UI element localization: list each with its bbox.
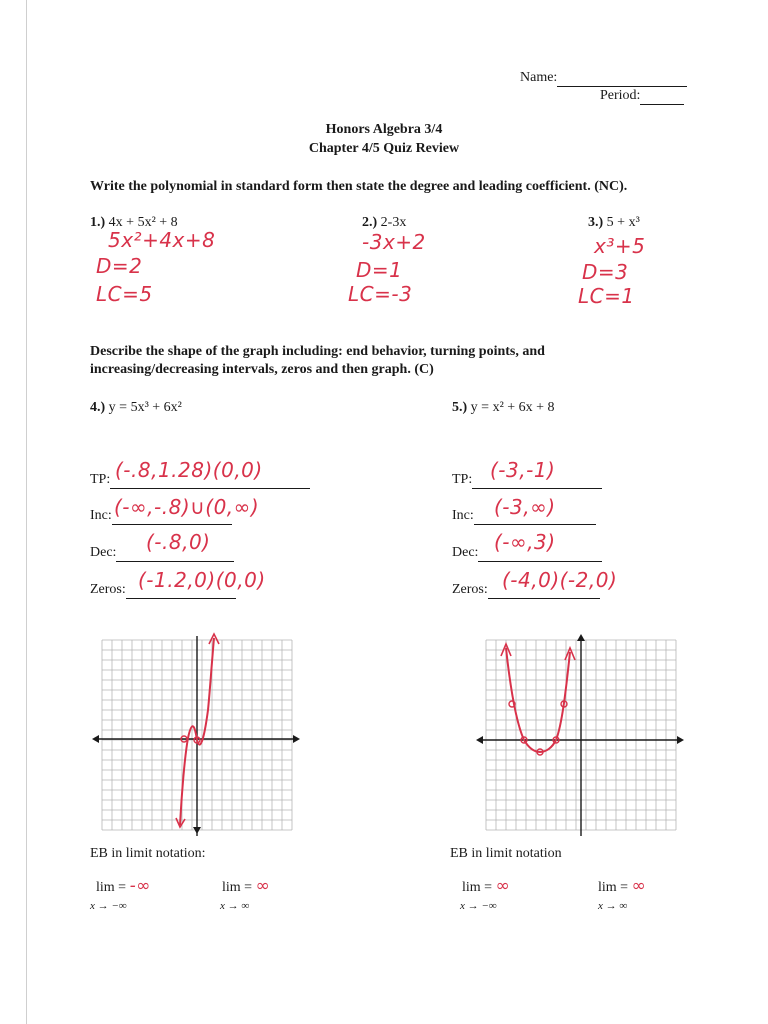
lim-label: lim =	[96, 880, 127, 895]
problem-4-inc-answer: (-∞,-.8)∪(0,∞)	[114, 495, 260, 519]
name-blank	[557, 70, 687, 87]
problem-5-x-right: x → ∞	[598, 900, 628, 912]
name-label: Name:	[520, 70, 558, 85]
problem-4-prompt	[90, 400, 182, 416]
problem-1-answer: 5x²+4x+8	[108, 228, 216, 252]
x-axis-left-arrow	[92, 735, 99, 743]
problem-4-x-left: x → −∞	[90, 900, 127, 912]
problem-4-graph	[92, 630, 302, 840]
period-blank	[640, 88, 684, 105]
problem-expression: 2-3x	[380, 215, 407, 230]
section2-instructions: Describe the shape of the graph including: end behavior, turning points, and increasing/decreasing intervals, zeros and then graph. (C)	[90, 344, 545, 377]
problem-number: 1.)	[90, 215, 106, 230]
x-axis-right-arrow	[677, 736, 684, 744]
problem-expression: 5 + x³	[606, 215, 640, 230]
period-label: Period:	[600, 88, 641, 103]
title-line1: Honors Algebra 3/4	[325, 122, 443, 137]
inc-label: Inc:	[452, 508, 474, 523]
problem-5-prompt	[452, 400, 555, 416]
problem-1-degree: D=2	[96, 254, 143, 278]
problem-expression: y = x² + 6x + 8	[470, 400, 555, 415]
problem-5-inc-answer: (-3,∞)	[494, 495, 556, 519]
tp-label: TP:	[90, 472, 111, 487]
problem-5-graph	[476, 630, 686, 840]
lim-label: lim =	[462, 880, 493, 895]
problem-expression: y = 5x³ + 6x²	[108, 400, 182, 415]
problem-4-lim-left	[96, 876, 151, 896]
lim-label: lim =	[598, 880, 629, 895]
problem-5-lim-left	[462, 876, 510, 896]
problem-4-lim-right	[222, 876, 270, 896]
problem-number: 4.)	[90, 400, 106, 415]
lim-value: -∞	[129, 876, 151, 896]
name-field	[520, 70, 687, 87]
y-axis-up-arrow	[577, 634, 585, 641]
problem-2-degree: D=1	[356, 258, 403, 282]
dec-label: Dec:	[452, 545, 479, 560]
problem-3-prompt	[588, 215, 640, 231]
period-field	[600, 88, 684, 105]
problem-2-prompt	[362, 215, 406, 231]
problem-4-zeros-answer: (-1.2,0)(0,0)	[138, 568, 266, 592]
problem-5-lim-right	[598, 876, 646, 896]
problem-1-lc: LC=5	[96, 282, 153, 306]
x-axis-right-arrow	[293, 735, 300, 743]
problem-2-answer: -3x+2	[362, 230, 426, 254]
problem-number: 3.)	[588, 215, 604, 230]
dec-label: Dec:	[90, 545, 117, 560]
problem-5-zeros-answer: (-4,0)(-2,0)	[502, 568, 618, 592]
problem-3-answer: x³+5	[594, 234, 646, 258]
x-axis-left-arrow	[476, 736, 483, 744]
inc-label: Inc:	[90, 508, 112, 523]
lim-value: ∞	[255, 876, 271, 896]
lim-value: ∞	[495, 876, 511, 896]
problem-3-lc: LC=1	[578, 284, 635, 308]
problem-number: 2.)	[362, 215, 378, 230]
problem-4-tp-answer: (-.8,1.28)(0,0)	[115, 458, 263, 482]
section1-instructions: Write the polynomial in standard form then state the degree and leading coefficient. (NC).	[90, 179, 628, 194]
problem-5-eb-label: EB in limit notation	[450, 846, 562, 861]
problem-5-x-left: x → −∞	[460, 900, 497, 912]
lim-value: ∞	[631, 876, 647, 896]
problem-4-x-right: x → ∞	[220, 900, 250, 912]
problem-4-dec-answer: (-.8,0)	[146, 530, 211, 554]
lim-label: lim =	[222, 880, 253, 895]
problem-3-degree: D=3	[582, 260, 629, 284]
problem-5-dec-answer: (-∞,3)	[494, 530, 556, 554]
zeros-label: Zeros:	[452, 582, 488, 597]
zeros-label: Zeros:	[90, 582, 126, 597]
problem-2-lc: LC=-3	[348, 282, 413, 306]
y-axis-down-arrow	[193, 827, 201, 834]
problem-number: 5.)	[452, 400, 468, 415]
title-line2: Chapter 4/5 Quiz Review	[308, 141, 460, 156]
problem-5-tp-answer: (-3,-1)	[490, 458, 556, 482]
tp-label: TP:	[452, 472, 473, 487]
problem-expression: 4x + 5x² + 8	[108, 215, 178, 230]
problem-4-eb-label: EB in limit notation:	[90, 846, 206, 861]
